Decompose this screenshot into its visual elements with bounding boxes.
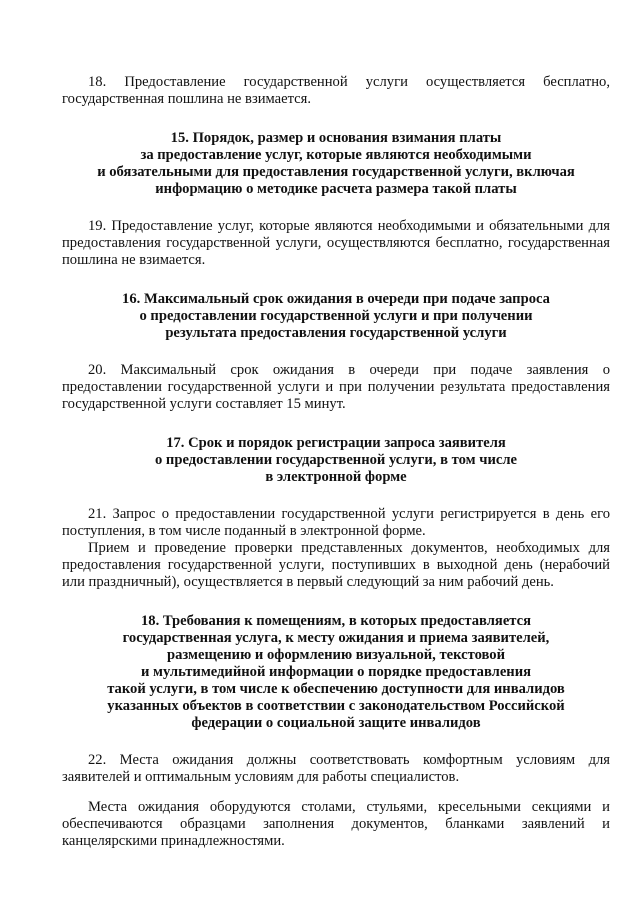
paragraph-20: 20. Максимальный срок ожидания в очереди при подаче заявления о предоставлении государственной услуги и при получении результата предоставления государственной услуги составляет 15 минут. [62, 362, 610, 412]
section-15-heading-line: информацию о методике расчета размера такой платы [155, 181, 517, 197]
section-16-heading-line: о предоставлении государственной услуги и при получении [139, 308, 533, 324]
section-18-heading [62, 613, 610, 732]
section-18-heading-line: размещению и оформлению визуальной, текстовой [166, 647, 506, 663]
section-17-heading-line: в электронной форме [265, 469, 407, 485]
section-15-heading-line: за предоставление услуг, которые являются необходимыми [140, 147, 532, 163]
section-16-heading [62, 291, 610, 342]
section-18-heading-line: федерации о социальной защите инвалидов [191, 715, 481, 731]
section-17-heading-line: о предоставлении государственной услуги, в том числе [154, 452, 517, 468]
section-18-heading-line: государственная услуга, к месту ожидания и приема заявителей, [122, 630, 550, 646]
section-15-heading [62, 130, 610, 198]
section-18-heading-line: и мультимедийной информации о порядке предоставления [140, 664, 532, 680]
paragraph-22-continued: Места ожидания оборудуются столами, стульями, кресельными секциями и обеспечиваются образцами заполнения документов, бланками заявлений и канцелярскими принадлежностями. [62, 799, 610, 849]
section-15-heading-line: и обязательными для предоставления государственной услуги, включая [97, 164, 575, 180]
section-18-heading-line: указанных объектов в соответствии с законодательством Российской [107, 698, 565, 714]
paragraph-22: 22. Места ожидания должны соответствовать комфортным условиям для заявителей и оптимальным условиям для работы специалистов. [62, 752, 610, 785]
section-17-heading [62, 435, 610, 486]
section-18-heading-line: 18. Требования к помещениям, в которых предоставляется [140, 613, 532, 629]
section-17-heading-line: 17. Срок и порядок регистрации запроса заявителя [166, 435, 506, 451]
paragraph-18: 18. Предоставление государственной услуги осуществляется бесплатно, государственная пошлина не взимается. [62, 74, 610, 107]
section-18-heading-line: такой услуги, в том числе к обеспечению доступности для инвалидов [107, 681, 565, 697]
document-page [62, 74, 610, 850]
paragraph-21: 21. Запрос о предоставлении государственной услуги регистрируется в день его поступления, в том числе поданный в электронной форме. [62, 506, 610, 539]
paragraph-21-continued: Прием и проведение проверки представленных документов, необходимых для предоставления государственной услуги, поступивших в выходной день (нерабочий или праздничный), осуществляется в первый следующий за ним рабочий день. [62, 540, 610, 590]
section-16-heading-line: 16. Максимальный срок ожидания в очереди при подаче запроса [122, 291, 550, 307]
section-15-heading-line: 15. Порядок, размер и основания взимания платы [170, 130, 502, 146]
section-16-heading-line: результата предоставления государственной услуги [165, 325, 507, 341]
paragraph-19: 19. Предоставление услуг, которые являются необходимыми и обязательными для предоставления государственной услуги, осуществляются бесплатно, государственная пошлина не взимается. [62, 218, 610, 268]
